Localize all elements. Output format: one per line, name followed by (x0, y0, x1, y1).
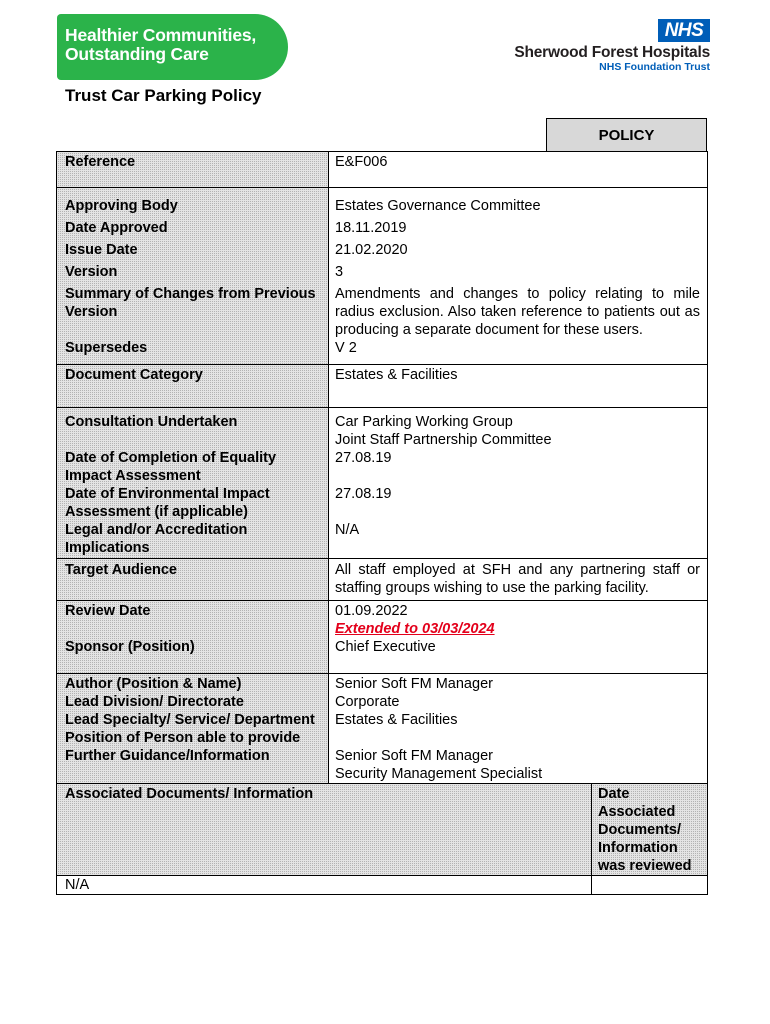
reference-label: Reference (57, 152, 329, 188)
table-row-audience (57, 559, 708, 601)
table-row-category (57, 365, 708, 408)
lead-division-label: Lead Division/ Directorate (65, 694, 244, 710)
trust-name: Sherwood Forest Hospitals (514, 44, 710, 61)
category-value: Estates & Facilities (329, 365, 708, 408)
consultation-value-1: Car Parking Working Group (335, 414, 513, 430)
review-extended-note: Extended to 03/03/2024 (335, 621, 495, 637)
policy-info-table (56, 151, 707, 895)
associated-docs-value: N/A (57, 876, 592, 895)
category-label: Document Category (57, 365, 329, 408)
legal-implications-value: N/A (335, 522, 360, 538)
table-row-associated (57, 784, 708, 876)
approving-body-value: Estates Governance Committee (335, 198, 541, 214)
author-value: Senior Soft FM Manager (335, 676, 493, 692)
consultation-value-2: Joint Staff Partnership Committee (335, 432, 552, 448)
guidance-person-label: Position of Person able to provide Further Guidance/Information (65, 730, 301, 764)
lead-division-value: Corporate (335, 694, 400, 710)
issue-date-value: 21.02.2020 (335, 242, 408, 258)
table-row-review (57, 601, 708, 674)
equality-assessment-value: 27.08.19 (335, 450, 392, 466)
version-label: Version (65, 264, 118, 280)
environmental-assessment-value: 27.08.19 (335, 486, 392, 502)
table-row-associated-value (57, 876, 708, 895)
audience-label: Target Audience (57, 559, 329, 601)
date-approved-label: Date Approved (65, 220, 168, 236)
supersedes-label: Supersedes (65, 340, 148, 356)
review-date-label: Review Date (65, 603, 151, 619)
issue-date-label: Issue Date (65, 242, 138, 258)
audience-value: All staff employed at SFH and any partnering staff or staffing groups wishing to use the parking facility. (329, 559, 708, 601)
guidance-person-value-1: Senior Soft FM Manager (335, 748, 493, 764)
supersedes-value: V 2 (335, 340, 357, 356)
associated-docs-label: Associated Documents/ Information (57, 784, 592, 876)
equality-assessment-label: Date of Completion of Equality Impact Assessment (65, 450, 277, 484)
associated-date-value (592, 876, 708, 895)
lead-specialty-value: Estates & Facilities (335, 712, 458, 728)
logo-line-1: Healthier Communities, (65, 25, 257, 45)
sponsor-value: Chief Executive (335, 639, 436, 655)
campaign-logo (57, 14, 288, 80)
logo-line-2: Outstanding Care (65, 44, 209, 64)
table-row-author (57, 674, 708, 784)
lead-specialty-label: Lead Specialty/ Service/ Department (65, 712, 315, 728)
policy-label-box: POLICY (546, 118, 707, 151)
nhs-logo: NHS (658, 19, 710, 42)
date-approved-value: 18.11.2019 (335, 220, 407, 236)
trust-subtitle: NHS Foundation Trust (599, 61, 710, 73)
consultation-label: Consultation Undertaken (65, 414, 238, 430)
environmental-assessment-label: Date of Environmental Impact Assessment (if applicable) (65, 486, 270, 520)
legal-implications-label: Legal and/or Accreditation Implications (65, 522, 248, 556)
associated-date-label: Date Associated Documents/ Information was reviewed (592, 784, 708, 876)
review-date-value: 01.09.2022 (335, 603, 408, 619)
document-title: Trust Car Parking Policy (65, 86, 262, 105)
guidance-person-value-2: Security Management Specialist (335, 766, 543, 782)
reference-value: E&F006 (329, 152, 708, 188)
approving-body-label: Approving Body (65, 198, 178, 214)
summary-label: Summary of Changes from Previous Version (65, 286, 316, 320)
summary-value: Amendments and changes to policy relating to mile radius exclusion. Also taken reference to patients out as producing a separate document for these users. (335, 286, 700, 338)
sponsor-label: Sponsor (Position) (65, 639, 195, 655)
version-value: 3 (335, 264, 344, 280)
author-label: Author (Position & Name) (65, 676, 242, 692)
table-row-approving (57, 188, 708, 365)
table-row-consultation (57, 408, 708, 559)
table-row-reference (57, 152, 708, 188)
